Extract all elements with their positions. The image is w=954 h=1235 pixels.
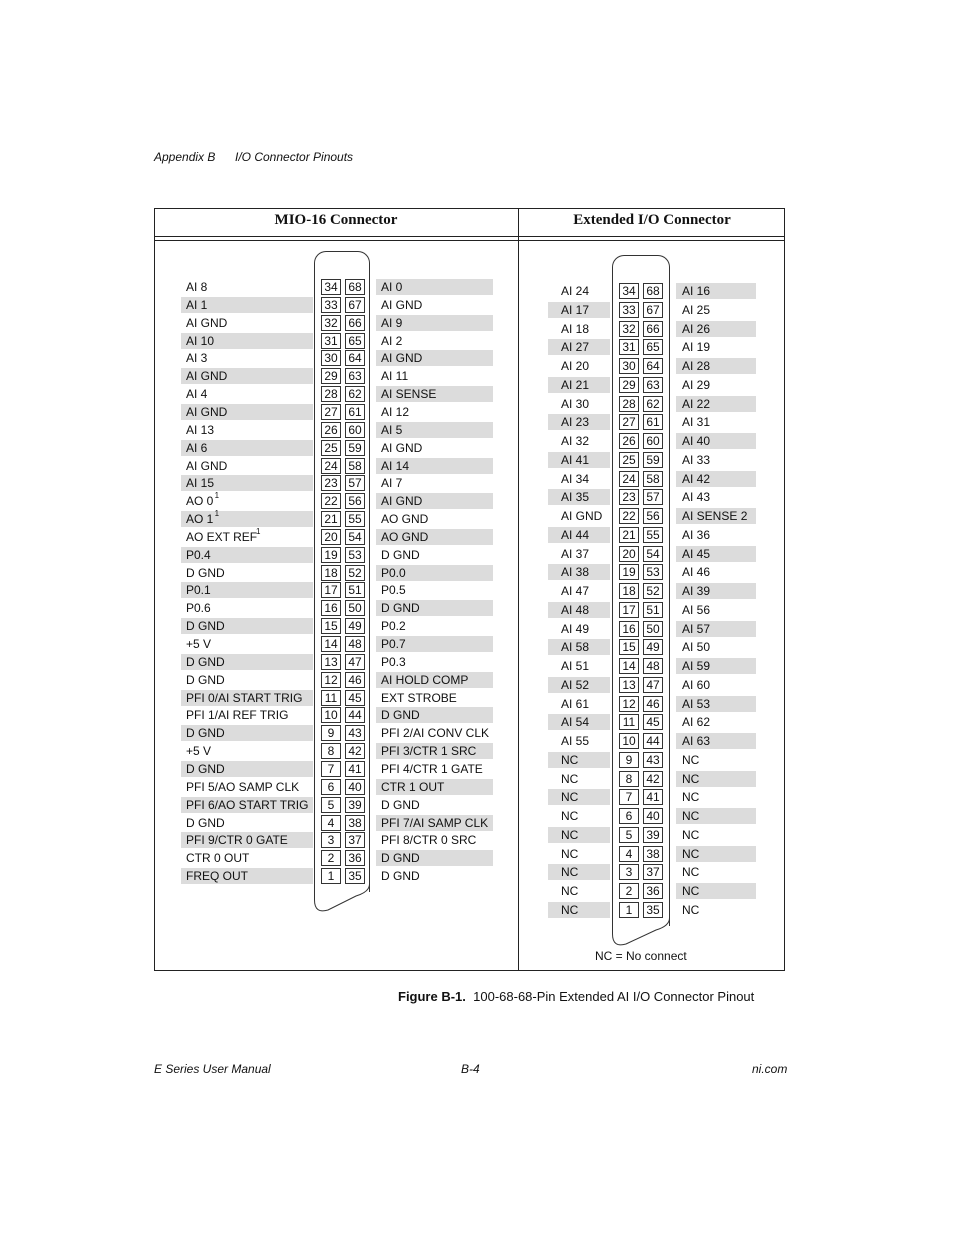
mio16-footnote-marker: 1 [214,491,220,501]
extended-left-signal-label: NC [561,846,579,861]
extended-pin-number: 6 [619,808,639,824]
mio16-pin-number: 24 [321,458,341,474]
extended-left-signal-label: AI 54 [561,715,590,730]
mio16-pin-number: 12 [321,672,341,688]
extended-left-signal-label: NC [561,827,579,842]
mio16-pin-number: 8 [321,743,341,759]
extended-right-signal-label: AI 16 [682,284,711,298]
extended-left-signal-label: NC [561,902,579,917]
mio16-pin-number: 68 [345,279,365,295]
extended-connector-tail [612,926,670,950]
mio16-pin-number: 13 [321,654,341,670]
mio16-right-signal-label: AO GND [381,512,429,527]
footer-website: ni.com [752,1062,788,1076]
mio16-left-signal-label: D GND [186,761,225,776]
mio16-left-signal-label: P0.6 [186,601,211,616]
extended-pin-number: 7 [619,789,639,805]
mio16-pin-number: 23 [321,475,341,491]
mio16-pin-number: 19 [321,547,341,563]
extended-right-signal-label: AI 19 [682,340,711,355]
mio16-right-signal-label: PFI 7/AI SAMP CLK [381,815,489,830]
extended-right-signal-label: AI 22 [682,396,711,411]
extended-pin-number: 66 [643,321,663,337]
mio16-left-signal-label: AI 13 [186,422,215,437]
mio16-pin-number: 10 [321,707,341,723]
mio16-pin-number: 9 [321,725,341,741]
mio16-left-signal-label: AI 10 [186,333,215,348]
extended-pin-number: 33 [619,302,639,318]
mio16-pin-number: 29 [321,368,341,384]
mio16-pin-number: 20 [321,529,341,545]
mio16-left-signal-label: PFI 5/AO SAMP CLK [186,779,300,794]
extended-right-signal-label: AI 39 [682,584,711,598]
extended-left-signal-label: AI 35 [561,490,590,505]
mio16-pin-number: 2 [321,850,341,866]
mio16-connector-tail-outline [315,884,370,911]
extended-right-signal-label: NC [682,752,700,767]
extended-left-signal-label: AI 21 [561,377,590,392]
mio16-pin-number: 38 [345,815,365,831]
mio16-pin-number: 46 [345,672,365,688]
mio16-pin-number: 1 [321,868,341,884]
mio16-right-signal-label: P0.0 [381,565,406,580]
extended-pin-number: 31 [619,339,639,355]
extended-right-signal-label: AI 50 [682,640,711,655]
extended-pin-number: 62 [643,396,663,412]
extended-left-signal-label: AI 18 [561,321,590,336]
mio16-footnote-marker: 1 [256,526,261,536]
mio16-pin-number: 52 [345,565,365,581]
mio16-right-signal-label: PFI 2/AI CONV CLK [381,726,490,741]
mio16-pin-number: 55 [345,511,365,527]
extended-left-signal-label: AI 55 [561,734,590,748]
extended-right-signal-label: NC [682,809,700,823]
mio16-left-signal-label: P0.4 [186,547,211,562]
mio16-left-signal-label: PFI 0/AI START TRIG [186,690,303,705]
extended-left-signal-label: NC [561,884,579,898]
mio16-right-signal-label: AI GND [381,440,423,455]
extended-left-signal-label: AI 23 [561,415,590,430]
mio16-left-signal-label: +5 V [186,744,212,759]
extended-pin-number: 57 [643,489,663,505]
figure-caption-text: 100-68-68-Pin Extended AI I/O Connector Pinout [473,989,755,1004]
extended-pin-number: 36 [643,883,663,899]
mio16-pin-number: 11 [321,690,341,706]
extended-left-row-shade [548,827,610,843]
extended-right-signal-label: NC [682,902,700,917]
mio16-right-signal-label: CTR 1 OUT [381,779,445,794]
mio16-right-signal-label: D GND [381,547,420,562]
mio16-pin-number: 14 [321,636,341,652]
extended-pin-number: 27 [619,414,639,430]
extended-pin-number: 51 [643,602,663,618]
extended-pin-number: 45 [643,714,663,730]
extended-connector-title: Extended I/O Connector [573,212,731,228]
extended-pin-number: 65 [643,339,663,355]
mio16-pin-number: 34 [321,279,341,295]
mio16-pin-number: 67 [345,297,365,313]
extended-left-signal-label: AI 27 [561,340,590,355]
mio16-pin-number: 33 [321,297,341,313]
header-section: Appendix B [154,150,216,164]
extended-pin-number: 30 [619,358,639,374]
mio16-right-signal-label: D GND [381,851,420,866]
extended-pin-number: 26 [619,433,639,449]
extended-pin-number: 56 [643,508,663,524]
extended-pin-number: 19 [619,564,639,580]
mio16-right-signal-label: AI GND [381,297,423,312]
extended-left-signal-label: AI 41 [561,452,590,467]
mio16-pin-number: 17 [321,582,341,598]
mio16-pin-number: 66 [345,315,365,331]
extended-right-signal-label: NC [682,790,700,805]
mio16-pin-number: 25 [321,440,341,456]
extended-left-row-shade [548,864,610,880]
extended-pin-number: 41 [643,789,663,805]
extended-left-signal-label: AI 32 [561,434,590,448]
extended-pin-number: 28 [619,396,639,412]
extended-pin-number: 47 [643,677,663,693]
mio16-pin-number: 32 [321,315,341,331]
extended-right-signal-label: AI 46 [682,565,711,580]
extended-left-signal-label: AI 44 [561,527,590,542]
extended-pin-number: 48 [643,658,663,674]
extended-right-signal-label: AI 60 [682,677,711,692]
mio16-pin-number: 63 [345,368,365,384]
extended-left-signal-label: AI 24 [561,284,590,298]
mio16-left-signal-label: AI 1 [186,297,208,312]
mio16-pin-number: 44 [345,707,365,723]
mio16-right-signal-label: D GND [381,708,420,723]
extended-pin-number: 60 [643,433,663,449]
mio16-pin-number: 50 [345,600,365,616]
mio16-left-signal-label: +5 V [186,637,212,651]
mio16-right-signal-label: AI 0 [381,280,403,294]
mio16-right-signal-label: AI GND [381,494,423,509]
mio16-right-signal-label: PFI 4/CTR 1 GATE [381,761,483,776]
mio16-right-signal-label: D GND [381,869,420,884]
extended-pin-number: 13 [619,677,639,693]
mio16-right-signal-label: P0.2 [381,619,406,634]
mio16-right-signal-label: EXT STROBE [381,690,457,705]
mio16-pin-number: 41 [345,761,365,777]
extended-right-signal-label: AI 63 [682,734,711,748]
extended-left-signal-label: AI 47 [561,584,590,598]
extended-pin-number: 10 [619,733,639,749]
extended-left-signal-label: AI 37 [561,546,590,561]
extended-right-signal-label: AI 29 [682,377,711,392]
mio16-right-signal-label: D GND [381,797,420,812]
extended-pin-number: 52 [643,583,663,599]
mio16-left-signal-label: PFI 6/AO START TRIG [186,797,309,812]
mio16-pin-number: 53 [345,547,365,563]
mio16-left-signal-label: AI 3 [186,351,208,366]
extended-left-signal-label: AI 61 [561,696,590,711]
mio16-right-signal-label: AI 14 [381,458,410,473]
extended-right-signal-label: AI 59 [682,659,711,673]
extended-left-row-shade [548,789,610,805]
extended-pin-number: 4 [619,846,639,862]
extended-pin-number: 12 [619,696,639,712]
extended-pin-number: 2 [619,883,639,899]
extended-pin-number: 37 [643,864,663,880]
mio16-left-signal-label: AI GND [186,458,228,473]
extended-pin-number: 40 [643,808,663,824]
extended-right-signal-label: AI 40 [682,434,711,448]
mio16-pin-number: 47 [345,654,365,670]
mio16-right-signal-label: P0.5 [381,583,406,598]
extended-pin-number: 43 [643,752,663,768]
mio16-pin-number: 58 [345,458,365,474]
extended-left-signal-label: NC [561,790,579,805]
mio16-right-signal-label: AI 9 [381,315,403,330]
mio16-pin-number: 21 [321,511,341,527]
figure-caption [398,989,754,1004]
extended-pin-number: 35 [643,902,663,918]
mio16-right-signal-label: AI HOLD COMP [381,672,469,687]
extended-pin-number: 3 [619,864,639,880]
mio16-pin-number: 35 [345,868,365,884]
extended-pin-number: 16 [619,621,639,637]
mio16-pin-number: 49 [345,618,365,634]
extended-right-signal-label: AI 36 [682,527,711,542]
panel-divider [518,208,519,971]
mio16-left-signal-label: AI 4 [186,387,208,402]
extended-left-signal-label: NC [561,752,579,767]
extended-pin-number: 53 [643,564,663,580]
extended-pin-number: 59 [643,452,663,468]
extended-pin-number: 61 [643,414,663,430]
extended-connector-tail-outline [613,918,670,945]
mio16-left-signal-label: P0.1 [186,583,211,598]
mio16-left-signal-label: AI GND [186,315,228,330]
extended-left-row-shade [548,752,610,768]
mio16-pin-number: 57 [345,475,365,491]
extended-left-signal-label: NC [561,865,579,880]
extended-pin-number: 44 [643,733,663,749]
mio16-left-signal-label: AO 1 [186,512,214,527]
extended-pin-number: 17 [619,602,639,618]
mio16-pin-number: 64 [345,350,365,366]
extended-pin-number: 38 [643,846,663,862]
extended-right-signal-label: NC [682,846,700,861]
extended-pin-number: 67 [643,302,663,318]
extended-pin-number: 49 [643,639,663,655]
mio16-pin-number: 59 [345,440,365,456]
mio16-pin-number: 4 [321,815,341,831]
extended-right-signal-label: AI 25 [682,302,711,317]
extended-pin-number: 1 [619,902,639,918]
extended-left-signal-label: AI 34 [561,471,590,486]
mio16-pin-number: 43 [345,725,365,741]
extended-right-signal-label: AI 56 [682,602,711,617]
mio16-footnote-marker: 1 [214,509,220,519]
extended-pin-number: 24 [619,471,639,487]
mio16-right-signal-label: P0.3 [381,654,406,669]
mio16-pin-number: 40 [345,779,365,795]
mio16-right-signal-label: AI 11 [381,369,409,384]
extended-pin-number: 15 [619,639,639,655]
extended-right-signal-label: NC [682,827,700,842]
header-title: I/O Connector Pinouts [235,150,354,164]
extended-right-signal-label: AI 43 [682,490,711,505]
extended-pin-number: 11 [619,714,639,730]
extended-left-signal-label: AI 38 [561,565,590,580]
extended-pin-number: 21 [619,527,639,543]
mio16-pin-number: 51 [345,582,365,598]
extended-right-signal-label: AI 26 [682,321,711,336]
extended-left-signal-label: NC [561,809,579,823]
extended-left-signal-label: AI 48 [561,602,590,617]
extended-pin-number: 5 [619,827,639,843]
mio16-left-signal-label: D GND [186,726,225,741]
mio16-pin-number: 26 [321,422,341,438]
extended-right-signal-label: NC [682,865,700,880]
extended-left-signal-label: AI 52 [561,677,590,692]
mio16-left-signal-label: AI GND [186,404,228,419]
mio16-right-signal-label: PFI 8/CTR 0 SRC [381,833,477,848]
extended-pin-number: 25 [619,452,639,468]
mio16-left-signal-label: D GND [186,815,225,830]
extended-pin-number: 42 [643,771,663,787]
mio16-pin-number: 5 [321,797,341,813]
mio16-left-signal-label: PFI 1/AI REF TRIG [186,708,289,723]
extended-pin-number: 50 [643,621,663,637]
extended-pin-number: 18 [619,583,639,599]
mio16-pin-number: 54 [345,529,365,545]
mio16-left-signal-label: D GND [186,654,225,669]
footer-page-number: B-4 [461,1062,480,1076]
mio16-pin-number: 31 [321,333,341,349]
footer-manual-title: E Series User Manual [154,1062,271,1076]
mio16-pin-number: 28 [321,386,341,402]
extended-pin-number: 9 [619,752,639,768]
mio16-left-signal-label: AO 0 [186,494,214,509]
extended-right-signal-label: AI 31 [682,415,711,430]
extended-left-signal-label: AI 30 [561,396,590,411]
extended-right-signal-label: AI 33 [682,452,711,467]
extended-pin-number: 32 [619,321,639,337]
mio16-pin-number: 56 [345,493,365,509]
mio16-left-signal-label: D GND [186,672,225,687]
extended-pin-number: 58 [643,471,663,487]
figure-caption-label: Figure B-1. [398,989,466,1004]
mio16-pin-number: 60 [345,422,365,438]
extended-pin-number: 34 [619,283,639,299]
mio16-pin-number: 3 [321,832,341,848]
mio16-pin-number: 30 [321,350,341,366]
mio16-pin-number: 7 [321,761,341,777]
mio16-left-signal-label: AO EXT REF [186,529,258,544]
mio16-pin-number: 15 [321,618,341,634]
title-rule-top [154,236,785,237]
extended-right-signal-label: AI 57 [682,621,711,636]
mio16-right-signal-label: P0.7 [381,637,406,651]
extended-pin-number: 14 [619,658,639,674]
mio16-pin-number: 37 [345,832,365,848]
mio16-right-signal-label: D GND [381,601,420,616]
mio16-pin-number: 39 [345,797,365,813]
mio16-left-signal-label: AI GND [186,369,228,384]
extended-pin-number: 20 [619,546,639,562]
mio16-right-signal-label: AI 2 [381,333,403,348]
extended-left-row-shade [548,902,610,918]
extended-pin-number: 55 [643,527,663,543]
mio16-right-signal-label: PFI 3/CTR 1 SRC [381,744,477,759]
nc-note: NC = No connect [595,949,687,963]
mio16-connector-title: MIO-16 Connector [274,212,398,228]
mio16-pin-number: 45 [345,690,365,706]
extended-pin-number: 8 [619,771,639,787]
title-rule-bottom [154,240,785,241]
mio16-pin-number: 48 [345,636,365,652]
extended-pin-number: 39 [643,827,663,843]
extended-pin-number: 63 [643,377,663,393]
extended-pin-number: 22 [619,508,639,524]
mio16-right-signal-label: AI 7 [381,476,403,491]
mio16-right-signal-label: AO GND [381,529,429,544]
extended-right-signal-label: NC [682,771,700,786]
mio16-left-signal-label: AI 15 [186,476,215,491]
mio16-left-signal-label: PFI 9/CTR 0 GATE [186,833,288,848]
mio16-right-signal-label: AI 5 [381,422,403,437]
extended-right-signal-label: AI 53 [682,696,711,711]
mio16-pin-number: 6 [321,779,341,795]
mio16-left-signal-label: CTR 0 OUT [186,851,250,866]
mio16-pin-number: 36 [345,850,365,866]
extended-left-signal-label: AI GND [561,509,603,523]
extended-left-signal-label: AI 51 [561,659,590,673]
extended-pin-number: 46 [643,696,663,712]
mio16-pin-number: 22 [321,493,341,509]
extended-right-signal-label: AI 45 [682,546,711,561]
extended-left-signal-label: AI 17 [561,302,590,317]
mio16-pin-number: 27 [321,404,341,420]
mio16-left-signal-label: D GND [186,619,225,634]
mio16-left-signal-label: FREQ OUT [186,869,248,884]
mio16-pin-number: 16 [321,600,341,616]
mio16-pin-number: 65 [345,333,365,349]
mio16-pin-number: 62 [345,386,365,402]
mio16-left-signal-label: D GND [186,565,225,580]
extended-pin-number: 64 [643,358,663,374]
mio16-right-signal-label: AI GND [381,351,423,366]
extended-left-signal-label: AI 49 [561,621,590,636]
extended-right-signal-label: NC [682,884,700,898]
extended-pin-number: 23 [619,489,639,505]
extended-pin-number: 29 [619,377,639,393]
mio16-pin-number: 42 [345,743,365,759]
mio16-right-signal-label: AI 12 [381,404,410,419]
extended-right-signal-label: AI 42 [682,471,711,486]
extended-right-signal-label: AI 28 [682,359,711,373]
mio16-left-signal-label: AI 6 [186,440,208,455]
mio16-left-signal-label: AI 8 [186,280,208,294]
extended-left-signal-label: AI 20 [561,359,590,373]
mio16-right-signal-label: AI SENSE [381,387,437,402]
extended-right-signal-label: AI SENSE 2 [682,509,748,523]
mio16-pin-number: 61 [345,404,365,420]
mio16-connector-tail [314,892,370,916]
extended-pin-number: 68 [643,283,663,299]
extended-right-signal-label: AI 62 [682,715,711,730]
extended-pin-number: 54 [643,546,663,562]
mio16-pin-number: 18 [321,565,341,581]
extended-left-signal-label: AI 58 [561,640,590,655]
extended-left-signal-label: NC [561,771,579,786]
